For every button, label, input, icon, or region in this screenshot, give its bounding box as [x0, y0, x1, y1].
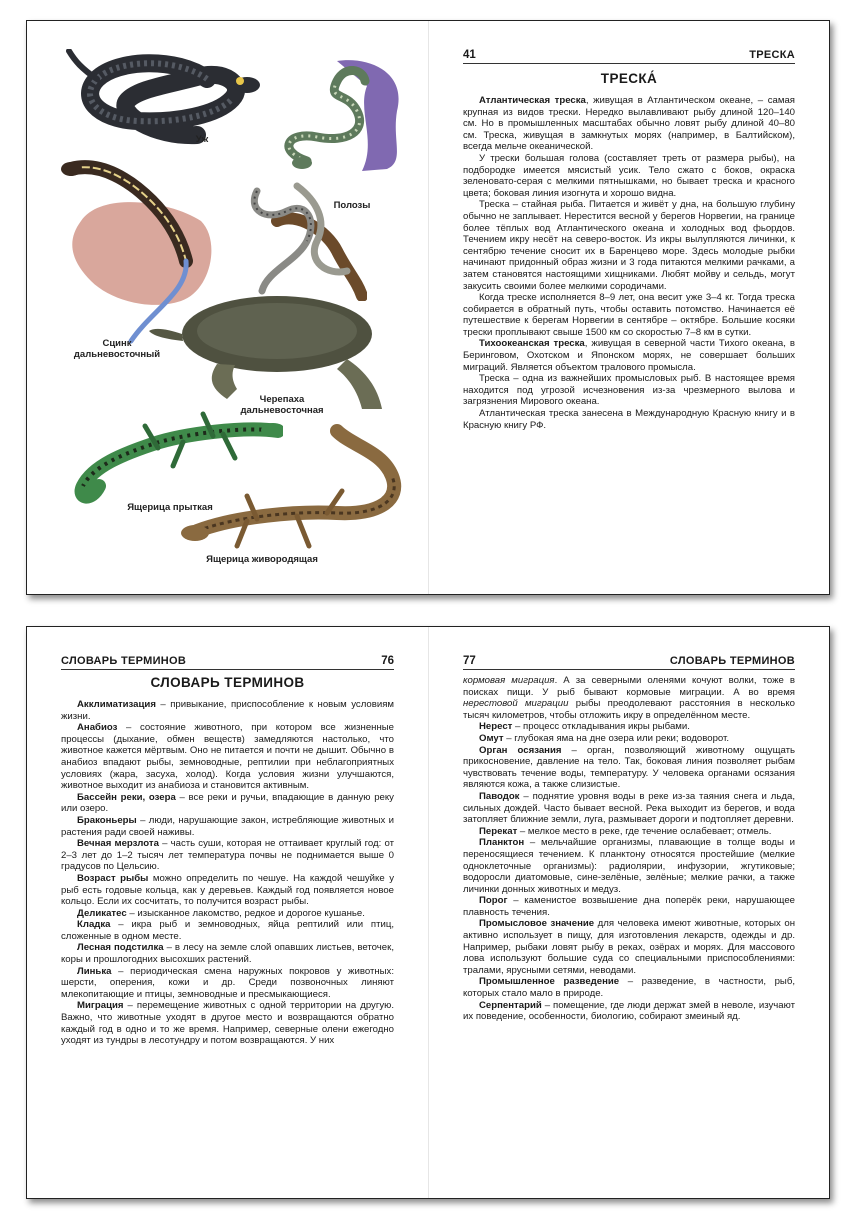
glossary-entry: Акклиматизация – привыкание, приспособление к новым условиям жизни.: [61, 699, 394, 722]
glossary-entry: Промысловое значение для человека имеют животные, которых он активно использует в пищу, для изготовления лекарств, одежды и др. Например, рыбаки ловят рыбу в реках, озёрах и морях. Для массового лова используют большие суда со специальными приспособлениями: тралами, ярусными сетями, неводами.: [463, 918, 795, 976]
paragraph: Атлантическая треска занесена в Международную Красную книгу и в Красную книгу РФ.: [463, 408, 795, 431]
caption-turtle: Черепаха дальневосточная: [240, 394, 324, 416]
glossary-entry: Порог – каменистое возвышение дна поперёк реки, нарушающее плавность течения.: [463, 895, 795, 918]
running-head-title: ТРЕСКА: [749, 49, 795, 61]
viviparous-lizard-illustration: [177, 421, 407, 561]
article-body: [463, 95, 795, 431]
glossary-entry: Линька – периодическая смена наружных покровов у животных: шерсти, оперения, кожи и др. Среди позвоночных линяют млекопитающие и птицы, земноводные и пресмыкающиеся.: [61, 965, 394, 1000]
caption-grass-snake: Уж: [195, 134, 209, 145]
glossary-entry: Возраст рыбы можно определить по чешуе. На каждой чешуйке у рыб есть годовые кольца, как у деревьев. Каждый год появляется новое кольцо. Если их сосчитать, то получится возраст рыбы.: [61, 872, 395, 908]
glossary-entry: Паводок – поднятие уровня воды в реке из-за таяния снега и льда, сильных дождей. Часто бывает весной. Река выходит из берегов, и вода затопляет ближние земли, луга, размывает дороги и подтопляет деревни.: [463, 790, 795, 826]
glossary-entry: Перекат – мелкое место в реке, где течение ослабевает; отмель.: [479, 825, 772, 837]
glossary-entry: Анабиоз – состояние животного, при котором все жизненные процессы (дыхание, обмен веществ) замедляются настолько, что животное кажется мёртвым. Оно не питается и почти не дышит. Обычно в анабиоз впадают рыбы, земноводные, рептилии при неблагоприятных условиях (жара, засуха, холод). Когда условия жизни улучшаются, животное выходит из анабиоза и становится активным.: [61, 722, 394, 792]
paragraph: Атлантическая треска, живущая в Атлантическом океане, – самая крупная из видов трески. Нередко вылавливают рыбу длиной 120–140 см. Но в промышленных масштабах обычно ловят рыбу длиной 40–80 см. Треска, живущая в замкнутых морях (например, в Балтийском), всегда мельче океанической.: [463, 95, 795, 153]
glossary-entry: Миграция – перемещение животных с одной территории на другую. Важно, что животные уходят в другое место и возвращаются обратно каждый год в одно и то же время. Например, северные олени ежегодно уходят из тундры в лесотундру и потом возвращаются. У них: [61, 1000, 394, 1047]
running-head-title: СЛОВАРЬ ТЕРМИНОВ: [669, 655, 795, 667]
rat-snakes-branch-illustration: [237, 181, 367, 301]
paragraph: Треска – стайная рыба. Питается и живёт у дна, на большую глубину обычно не заплывает. Нерестится весной у берегов Норвегии, на границе более тёплых вод Атлантического океана и холодных вод фьордов. Течением икру несёт на северо-восток. Из икры вылупляются личинки, к сентябрю течение сносит их в Баренцево море. Здесь молодые рыбки начинают придонный образ жизни и 3 года питаются мелкими рачками, а затем становятся настоящими хищниками. Любят мойву и сельдь, могут закусить своими более мелкими сородичами.: [463, 199, 795, 292]
paragraph: Треска – одна из важнейших промысловых рыб. В настоящее время находится под угрозой исчезновения из-за чрезмерного вылова и загрязнения Мирового океана.: [463, 373, 795, 408]
glossary-entry: Серпентарий – помещение, где люди держат змей в неволе, изучают их поведение, особенности, биологию, собирают змеиный яд.: [463, 999, 795, 1023]
glossary-entry: Планктон – мельчайшие организмы, плавающие в толще воды и переносящиеся течением. К планктону относятся простейшие (мелкие одноклеточные организмы): радиолярии, инфузории, жгутиковые; водоросли диатомовые, сине-зелёные, зелёные; мелкие рачки, а также личинки донных животных и медуз.: [463, 837, 795, 895]
glossary-entry: Промышленное разведение – разведение, в частности, рыб, которых стало мало в природе.: [463, 976, 795, 1000]
glossary-entry: Вечная мерзлота – часть суши, которая не оттаивает круглый год: от 2–3 лет до 1–2 тысяч лет температура почвы не поднимается выше 0 градусов по Цельсию.: [61, 838, 395, 873]
running-head-title: СЛОВАРЬ ТЕРМИНОВ: [61, 655, 187, 667]
glossary-entry: Браконьеры – люди, нарушающие закон, истребляющие животных и растения ради своей наживы.: [61, 814, 394, 838]
glossary-title: СЛОВАРЬ ТЕРМИНОВ: [150, 675, 305, 690]
glossary-entry: Омут – глубокая яма на дне озера или реки; водоворот.: [479, 732, 730, 744]
glossary-body: [463, 675, 795, 1023]
page-number: 76: [381, 655, 394, 667]
glossary-page-76: [27, 627, 428, 1198]
rat-snake-illustration: [267, 51, 417, 181]
caption-sand-lizard: Ящерица прыткая: [127, 502, 213, 513]
running-head: [61, 653, 394, 670]
caption-rat-snakes: Полозы: [333, 200, 371, 211]
running-head: [463, 47, 795, 64]
paragraph: Тихоокеанская треска, живущая в северной части Тихого океана, в Беринговом, Охотском и Японском морях, не совершает больших миграций. Является объектом тралового промысла.: [463, 338, 795, 373]
glossary-entry: Орган осязания – орган, позволяющий животному ощущать прикосновение, давление на тело. Так, боковая линия позволяет рыбам чувствовать течение воды, температуру. У человека органами осязания являются кожа, а также слизистые.: [463, 744, 795, 791]
glossary-entry: Кладка – икра рыб и земноводных, яйца рептилий или птиц, сложенные в одном месте.: [61, 919, 394, 942]
glossary-entry: Нерест – процесс откладывания икры рыбами.: [479, 721, 690, 733]
illustration-page: [27, 21, 428, 594]
paragraph: У трески большая голова (составляет треть от размера рыбы), на подбородке имеется мясистый усик. Тело сжато с боков, окраска зеленовато-серая с мелкими пятнышками, но бывает треска и красного цвета; боковая линия изогнута и хорошо видна.: [463, 152, 795, 199]
running-head: [463, 653, 795, 670]
caption-skink: Сцинк дальневосточный: [73, 338, 161, 360]
caption-viviparous-lizard: Ящерица живородящая: [206, 554, 318, 565]
page-number: 77: [463, 655, 476, 667]
glossary-entry: Бассейн реки, озера – все реки и ручьи, впадающие в данную реку или озеро.: [61, 791, 394, 815]
glossary-entry: Лесная подстилка – в лесу на земле слой опавших листьев, веточек, коры и прошлогодних высохших растений.: [61, 942, 395, 966]
top-book-spread: [26, 20, 830, 595]
glossary-page-77: [429, 627, 829, 1198]
page-number: 41: [463, 49, 476, 61]
grass-snake-illustration: [57, 49, 267, 149]
glossary-body: [61, 699, 394, 1047]
bottom-book-spread: [26, 626, 830, 1199]
paragraph: Когда треске исполняется 8–9 лет, она весит уже 3–4 кг. Тогда треска собирается в обратный путь, чтобы оставить потомство. Начинается её путешествие к берегам Норвегии в сентябре – октябре. Большие косяки трески проплывают свыше 1500 км со скоростью 7–8 км в сутки.: [463, 292, 795, 338]
continuation-paragraph: кормовая миграция. А за северными оленями кочуют волки, тоже в поисках пищи. У рыб бывают кормовые миграции. А во время нерестовой миграции рыбы преодолевают расстояния в несколько тысяч километров, чтобы отложить икру в определённом месте.: [463, 675, 795, 721]
cod-article-page: [429, 21, 829, 594]
article-title: ТРЕСКА́: [600, 71, 658, 86]
glossary-entry: Деликатес – изысканное лакомство, редкое и дорогое кушанье.: [77, 907, 365, 919]
